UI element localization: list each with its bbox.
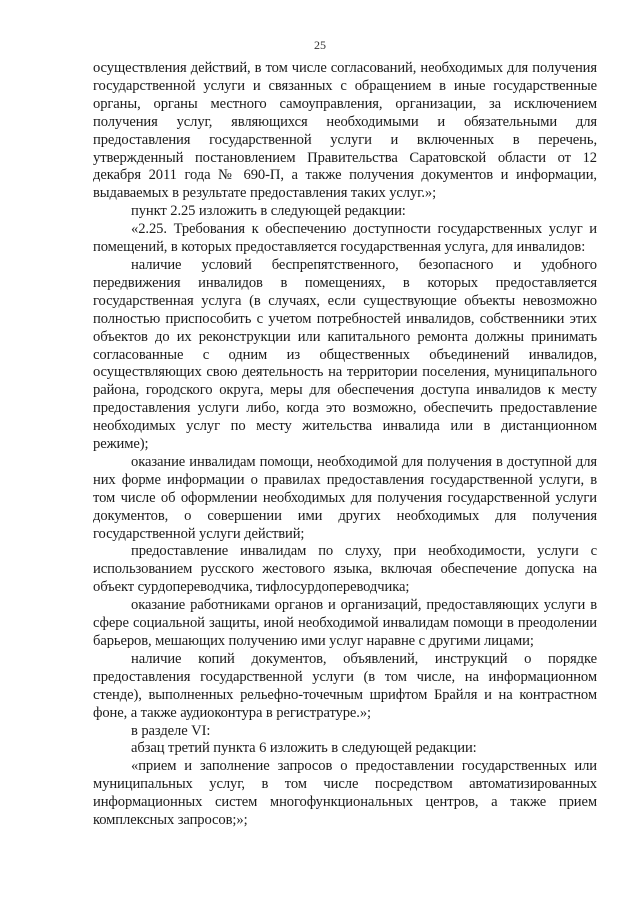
paragraph: абзац третий пункта 6 изложить в следующей редакции: bbox=[131, 740, 477, 757]
paragraph: оказание работниками органов и организаций, предоставляющих услуги в сфере социальной защиты, иной необходимой инвалидам помощи в преодолении барьеров, мешающих получению ими услуг наравне с другими лицами; bbox=[93, 597, 597, 649]
paragraph: пункт 2.25 изложить в следующей редакции: bbox=[131, 203, 406, 220]
paragraph: в разделе VI: bbox=[131, 722, 211, 739]
paragraph: предоставление инвалидам по слуху, при необходимости, услуги с использованием русского жестового языка, включая обеспечение допуска на объект сурдопереводчика, тифлосурдопереводчика; bbox=[93, 543, 597, 596]
paragraph: наличие копий документов, объявлений, инструкций о порядке предоставления государственной услуги (в том числе, на информационном стенде), выполненных рельефно-точечным шрифтом Брайля и на контрастном фоне, а также аудиоконтура в регистратуре.»; bbox=[93, 650, 597, 721]
paragraph: «прием и заполнение запросов о предоставлении государственных или муниципальных услуг, в том числе посредством автоматизированных информационных систем многофункциональных центров, а также прием комплексных запросов;»; bbox=[93, 758, 597, 829]
paragraph: осуществления действий, в том числе согласований, необходимых для получения государственной услуги и связанных с обращением в иные государственные органы, органы местного самоуправления, организации, за исключением получения услуг, являющихся необходимыми и обязательными для предоставления государственной услуги и включенных в перечень, утвержденный постановлением Правительства Саратовской области от 12 декабря 2011 года № 690-П, а также получения документов и информации, выдаваемых в результате предоставления таких услуг.»; bbox=[93, 60, 597, 202]
document-body bbox=[93, 60, 597, 830]
paragraph: оказание инвалидам помощи, необходимой для получения в доступной для них форме информации о правилах предоставления государственной услуги, в том числе об оформлении необходимых для получения государственной услуги документов, о совершении ими других необходимых для получения государственной услуги действий; bbox=[93, 453, 597, 542]
paragraph: наличие условий беспрепятственного, безопасного и удобного передвижения инвалидов в помещениях, в которых предоставляется государственная услуга (в случаях, если существующие объекты невозможно полностью приспособить с учетом потребностей инвалидов, собственники этих объектов до их реконструкции или капитального ремонта должны принимать согласованные с одним из общественных объединений инвалидов, осуществляющих свою деятельность на территории поселения, муниципального района, городского округа, меры для обеспечения доступа инвалидов к месту предоставления услуги либо, когда это возможно, обеспечить предоставление необходимых услуг по месту жительства инвалида или в дистанционном режиме); bbox=[93, 256, 597, 453]
paragraph: «2.25. Требования к обеспечению доступности государственных услуг и помещений, в которых предоставляется государственная услуга, для инвалидов: bbox=[93, 221, 597, 256]
page-number: 25 bbox=[314, 38, 326, 52]
